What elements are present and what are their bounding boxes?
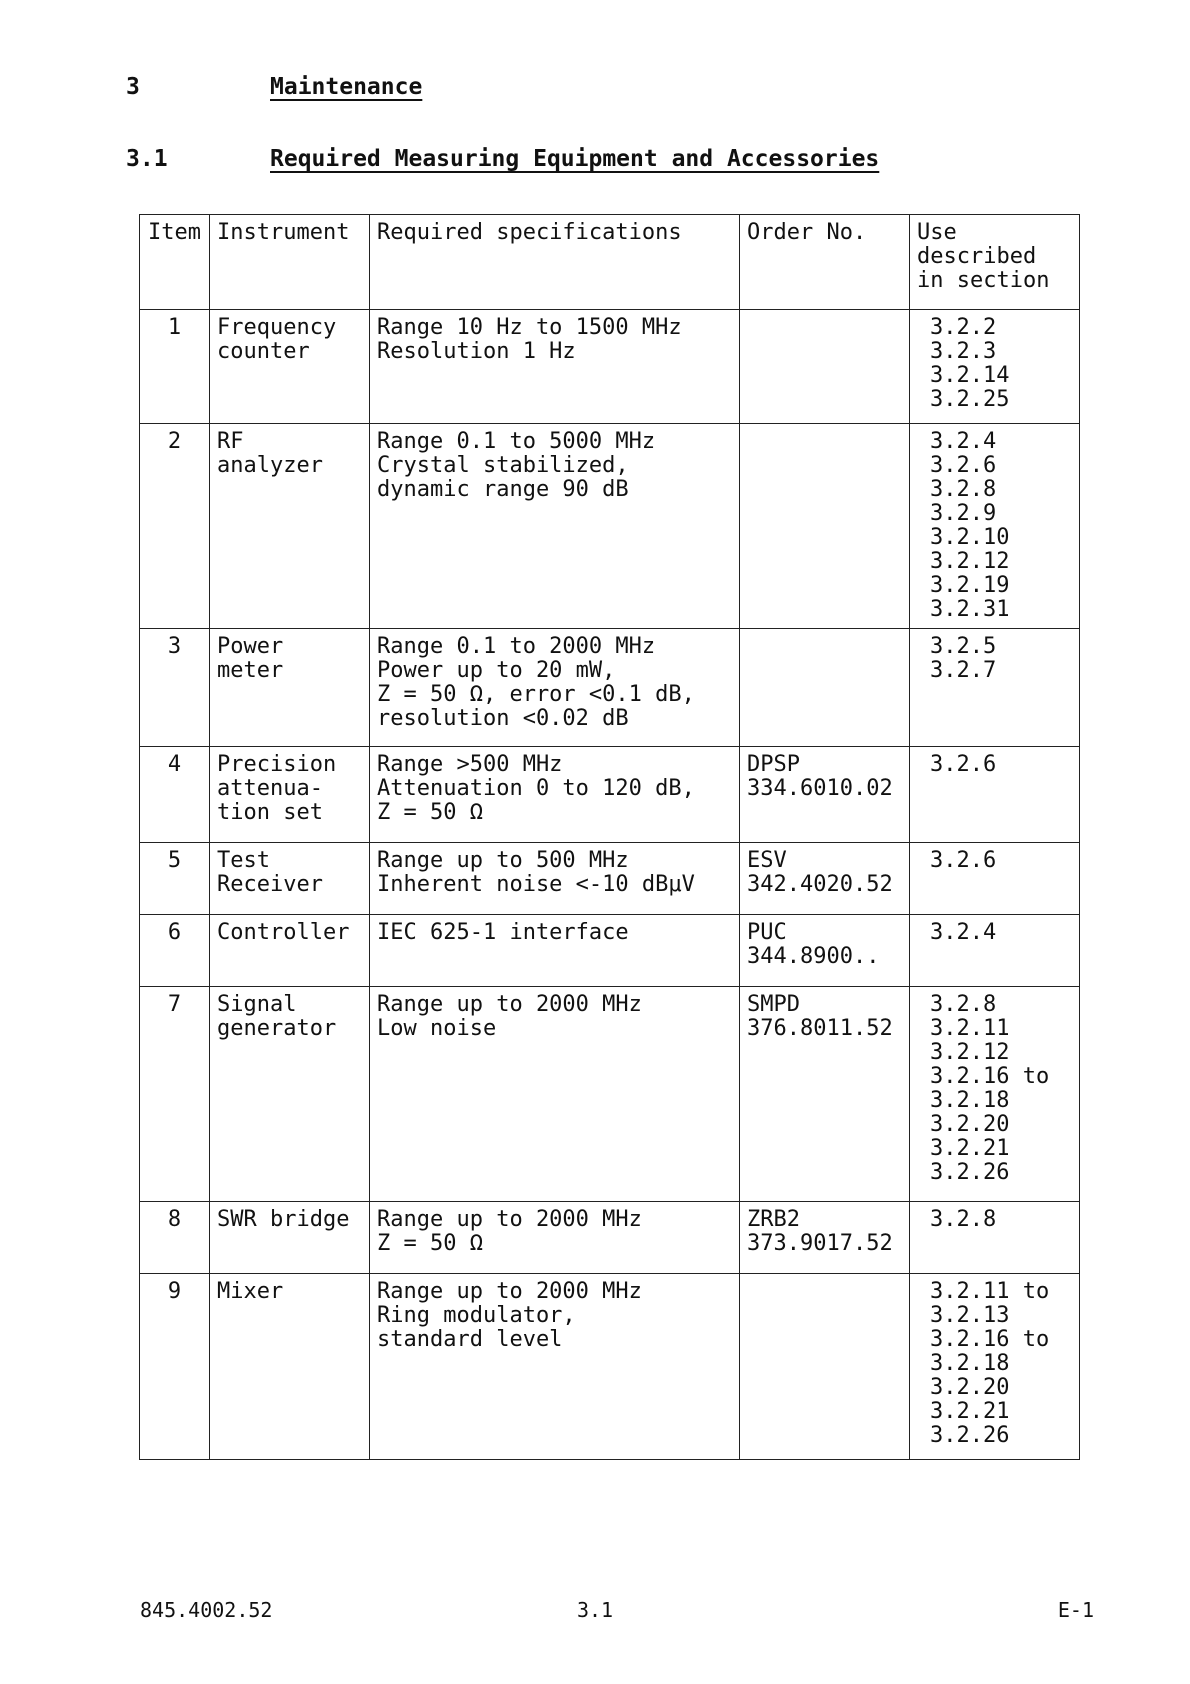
cell-use: 3.2.8 3.2.11 3.2.12 3.2.16 to 3.2.18 3.2.20 3.2.21 3.2.26 bbox=[910, 987, 1080, 1202]
cell-specs: Range up to 2000 MHz Ring modulator, standard level bbox=[370, 1274, 740, 1460]
cell-instrument: Mixer bbox=[210, 1274, 370, 1460]
table-header-row bbox=[140, 215, 1080, 310]
header-item: Item bbox=[140, 215, 210, 310]
footer-page-number: 3.1 bbox=[576, 1598, 614, 1622]
section-title: Required Measuring Equipment and Accessories bbox=[270, 146, 880, 172]
table-row bbox=[140, 629, 1080, 747]
cell-use: 3.2.8 bbox=[910, 1202, 1080, 1274]
cell-specs: Range >500 MHz Attenuation 0 to 120 dB, Z = 50 Ω bbox=[370, 747, 740, 843]
cell-specs: Range 10 Hz to 1500 MHz Resolution 1 Hz bbox=[370, 310, 740, 424]
header-use: Use described in section bbox=[910, 215, 1080, 310]
cell-item: 9 bbox=[140, 1274, 210, 1460]
cell-specs: Range up to 500 MHz Inherent noise <-10 dBμV bbox=[370, 843, 740, 915]
footer-edition: E-1 bbox=[1057, 1598, 1094, 1622]
table-row bbox=[140, 1274, 1080, 1460]
cell-specs: Range 0.1 to 5000 MHz Crystal stabilized, dynamic range 90 dB bbox=[370, 424, 740, 629]
table-body bbox=[140, 310, 1080, 1460]
section-number: 3.1 bbox=[126, 146, 168, 172]
cell-instrument: Test Receiver bbox=[210, 843, 370, 915]
cell-instrument: Signal generator bbox=[210, 987, 370, 1202]
cell-item: 6 bbox=[140, 915, 210, 987]
cell-use: 3.2.5 3.2.7 bbox=[910, 629, 1080, 747]
cell-item: 4 bbox=[140, 747, 210, 843]
cell-specs: Range up to 2000 MHz Z = 50 Ω bbox=[370, 1202, 740, 1274]
cell-use: 3.2.11 to 3.2.13 3.2.16 to 3.2.18 3.2.20 3.2.21 3.2.26 bbox=[910, 1274, 1080, 1460]
cell-instrument: Power meter bbox=[210, 629, 370, 747]
cell-instrument: Precision attenua- tion set bbox=[210, 747, 370, 843]
cell-item: 8 bbox=[140, 1202, 210, 1274]
cell-item: 2 bbox=[140, 424, 210, 629]
chapter-title: Maintenance bbox=[270, 74, 423, 100]
cell-order: ESV 342.4020.52 bbox=[740, 843, 910, 915]
cell-specs: Range 0.1 to 2000 MHz Power up to 20 mW, Z = 50 Ω, error <0.1 dB, resolution <0.02 dB bbox=[370, 629, 740, 747]
cell-use: 3.2.2 3.2.3 3.2.14 3.2.25 bbox=[910, 310, 1080, 424]
cell-specs: IEC 625-1 interface bbox=[370, 915, 740, 987]
table-row bbox=[140, 987, 1080, 1202]
table-row bbox=[140, 310, 1080, 424]
cell-order: DPSP 334.6010.02 bbox=[740, 747, 910, 843]
table-row bbox=[140, 1202, 1080, 1274]
cell-instrument: Controller bbox=[210, 915, 370, 987]
header-specs: Required specifications bbox=[370, 215, 740, 310]
cell-order bbox=[740, 310, 910, 424]
cell-instrument: Frequency counter bbox=[210, 310, 370, 424]
cell-use: 3.2.6 bbox=[910, 747, 1080, 843]
cell-order: PUC 344.8900.. bbox=[740, 915, 910, 987]
table-row bbox=[140, 915, 1080, 987]
cell-use: 3.2.4 bbox=[910, 915, 1080, 987]
chapter-number: 3 bbox=[126, 74, 140, 100]
cell-instrument: SWR bridge bbox=[210, 1202, 370, 1274]
cell-use: 3.2.4 3.2.6 3.2.8 3.2.9 3.2.10 3.2.12 3.2.19 3.2.31 bbox=[910, 424, 1080, 629]
cell-use: 3.2.6 bbox=[910, 843, 1080, 915]
header-order: Order No. bbox=[740, 215, 910, 310]
cell-item: 5 bbox=[140, 843, 210, 915]
cell-order: ZRB2 373.9017.52 bbox=[740, 1202, 910, 1274]
cell-instrument: RF analyzer bbox=[210, 424, 370, 629]
table-row bbox=[140, 747, 1080, 843]
header-instrument: Instrument bbox=[210, 215, 370, 310]
equipment-table bbox=[139, 214, 1080, 1460]
chapter-heading bbox=[126, 74, 422, 100]
cell-order bbox=[740, 424, 910, 629]
footer-doc-number: 845.4002.52 bbox=[140, 1598, 273, 1622]
table-row bbox=[140, 843, 1080, 915]
table-row bbox=[140, 424, 1080, 629]
cell-item: 1 bbox=[140, 310, 210, 424]
cell-order: SMPD 376.8011.52 bbox=[740, 987, 910, 1202]
cell-item: 7 bbox=[140, 987, 210, 1202]
cell-item: 3 bbox=[140, 629, 210, 747]
cell-specs: Range up to 2000 MHz Low noise bbox=[370, 987, 740, 1202]
cell-order bbox=[740, 1274, 910, 1460]
cell-order bbox=[740, 629, 910, 747]
section-heading bbox=[126, 146, 879, 172]
